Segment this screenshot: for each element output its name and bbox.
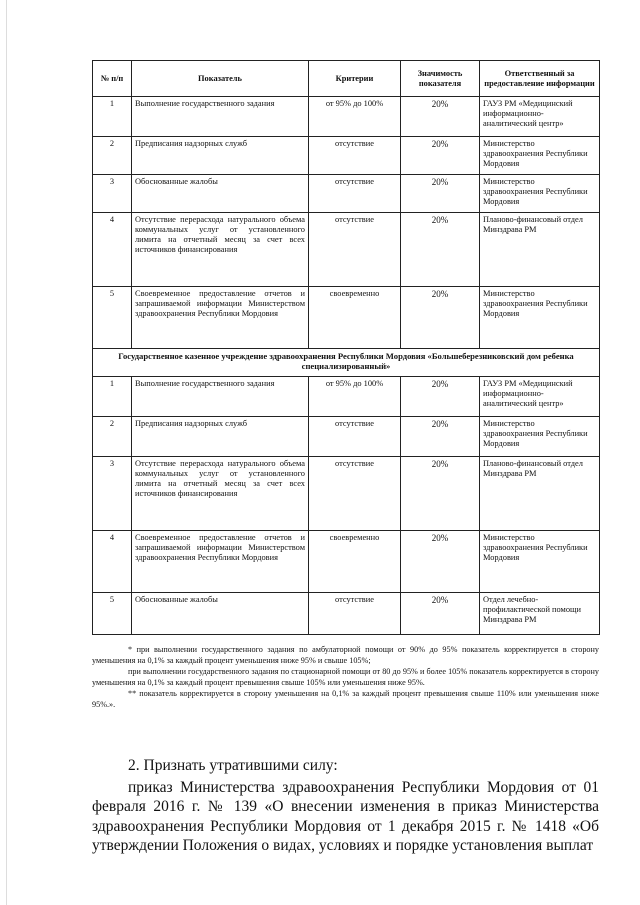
table-row [93, 417, 600, 457]
row-significance: 20% [401, 457, 480, 531]
body-text [92, 756, 599, 856]
row-significance: 20% [401, 593, 480, 635]
row-significance: 20% [401, 377, 480, 417]
row-indicator: Выполнение государственного задания [132, 377, 309, 417]
row-responsible: Планово-финансовый отдел Минздрава РМ [480, 457, 600, 531]
row-num: 1 [93, 377, 132, 417]
row-criteria: отсутствие [309, 457, 401, 531]
row-significance: 20% [401, 137, 480, 175]
scan-edge-line [6, 0, 7, 905]
row-significance: 20% [401, 287, 480, 349]
table-row [93, 457, 600, 531]
row-responsible: ГАУЗ РМ «Медицинский информационно-аналитический центр» [480, 377, 600, 417]
row-indicator: Своевременное предоставление отчетов и запрашиваемой информации Министерством здравоохранения Республики Мордовия [132, 287, 309, 349]
row-responsible: Отдел лечебно-профилактической помощи Минздрава РМ [480, 593, 600, 635]
row-num: 3 [93, 457, 132, 531]
table-row [93, 97, 600, 137]
row-criteria: своевременно [309, 531, 401, 593]
row-num: 5 [93, 593, 132, 635]
header-num: № п/п [93, 61, 132, 97]
table-row [93, 137, 600, 175]
item-2-paragraph: приказ Министерства здравоохранения Республики Мордовия от 01 февраля 2016 г. № 139 «О внесении изменения в приказ Министерства здравоохранения Республики Мордовия от 1 декабря 2015 г. № 1418 «Об утверждении Положения о видах, условиях и порядке установления выплат [92, 778, 599, 854]
header-criteria: Критерии [309, 61, 401, 97]
footnote-1: * при выполнении государственного задания по амбулаторной помощи от 90% до 95% показатель корректируется в сторону уменьшения на 0,1% за каждый процент уменьшения ниже 95% и свыше 105%; [92, 645, 599, 665]
row-num: 5 [93, 287, 132, 349]
row-indicator: Отсутствие перерасхода натурального объема коммунальных услуг от установленного лимита на отчетный месяц за счет всех источников финансирования [132, 213, 309, 287]
header-responsible: Ответственный за предоставление информации [480, 61, 600, 97]
row-criteria: от 95% до 100% [309, 97, 401, 137]
row-indicator: Обоснованные жалобы [132, 593, 309, 635]
row-criteria: отсутствие [309, 593, 401, 635]
row-num: 1 [93, 97, 132, 137]
row-indicator: Обоснованные жалобы [132, 175, 309, 213]
header-indicator: Показатель [132, 61, 309, 97]
table-row [93, 377, 600, 417]
indicators-table [92, 60, 600, 635]
row-significance: 20% [401, 175, 480, 213]
row-responsible: Министерство здравоохранения Республики Мордовия [480, 531, 600, 593]
table-row [93, 593, 600, 635]
row-num: 3 [93, 175, 132, 213]
table-row [93, 175, 600, 213]
row-significance: 20% [401, 531, 480, 593]
row-responsible: Министерство здравоохранения Республики Мордовия [480, 175, 600, 213]
footnotes [92, 644, 599, 710]
row-indicator: Своевременное предоставление отчетов и запрашиваемой информации Министерством здравоохранения Республики Мордовия [132, 531, 309, 593]
row-criteria: от 95% до 100% [309, 377, 401, 417]
row-num: 4 [93, 531, 132, 593]
row-indicator: Предписания надзорных служб [132, 137, 309, 175]
row-criteria: отсутствие [309, 175, 401, 213]
section-title: Государственное казенное учреждение здравоохранения Республики Мордовия «Большеберезниковский дом ребенка специализированный» [93, 349, 600, 377]
row-responsible: Планово-финансовый отдел Минздрава РМ [480, 213, 600, 287]
row-num: 2 [93, 137, 132, 175]
item-2-heading: 2. Признать утратившими силу: [128, 757, 338, 774]
row-indicator: Отсутствие перерасхода натурального объема коммунальных услуг от установленного лимита на отчетный месяц за счет всех источников финансирования [132, 457, 309, 531]
footnote-2: при выполнении государственного задания по стационарной помощи от 80 до 95% и более 105% показатель корректируется в сторону уменьшения на 0,1% за каждый процент превышения свыше 105% или уменьшения ниже 95%. [92, 667, 599, 687]
row-significance: 20% [401, 97, 480, 137]
row-responsible: Министерство здравоохранения Республики Мордовия [480, 287, 600, 349]
row-responsible: ГАУЗ РМ «Медицинский информационно-аналитический центр» [480, 97, 600, 137]
table-row [93, 531, 600, 593]
row-indicator: Предписания надзорных служб [132, 417, 309, 457]
row-criteria: отсутствие [309, 137, 401, 175]
row-significance: 20% [401, 417, 480, 457]
row-num: 2 [93, 417, 132, 457]
row-responsible: Министерство здравоохранения Республики Мордовия [480, 137, 600, 175]
section-row [93, 349, 600, 377]
row-criteria: своевременно [309, 287, 401, 349]
footnote-3: ** показатель корректируется в сторону уменьшения на 0,1% за каждый процент превышения свыше 110% или уменьшения ниже 95%.». [92, 689, 599, 709]
row-significance: 20% [401, 213, 480, 287]
row-num: 4 [93, 213, 132, 287]
header-significance: Значимость показателя [401, 61, 480, 97]
table-row [93, 213, 600, 287]
row-responsible: Министерство здравоохранения Республики Мордовия [480, 417, 600, 457]
row-criteria: отсутствие [309, 417, 401, 457]
row-criteria: отсутствие [309, 213, 401, 287]
table-header-row [93, 61, 600, 97]
row-indicator: Выполнение государственного задания [132, 97, 309, 137]
table-row [93, 287, 600, 349]
